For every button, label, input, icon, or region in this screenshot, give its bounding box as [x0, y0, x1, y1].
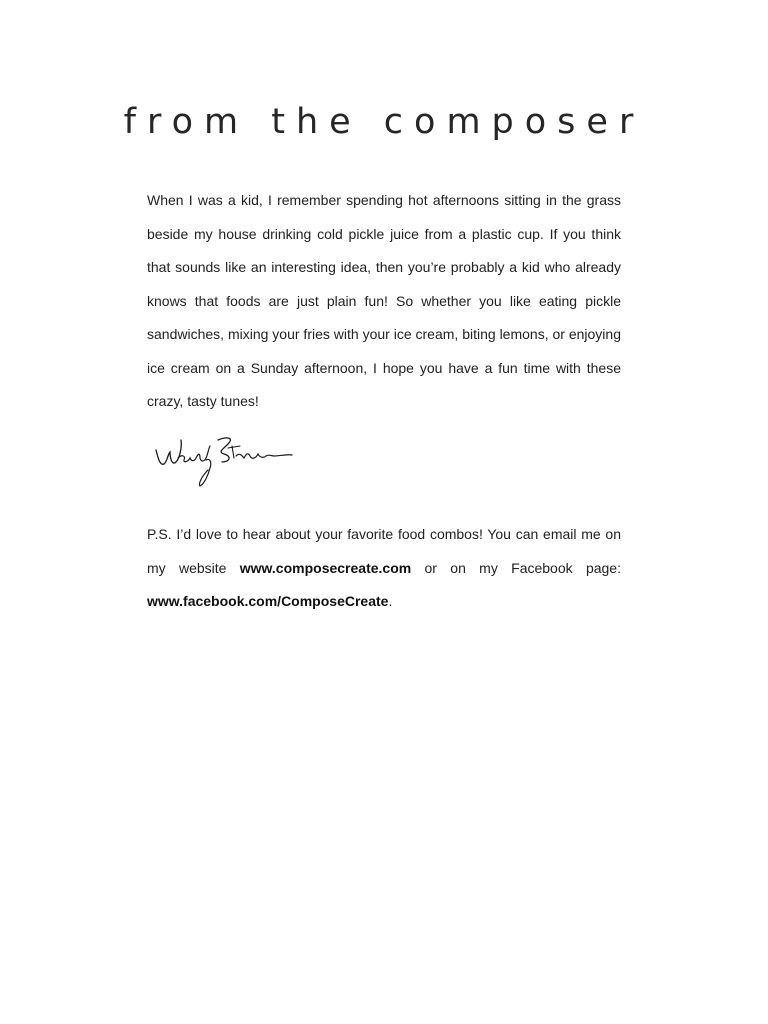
body-paragraph: When I was a kid, I remember spending hot afternoons sitting in the grass beside my house drinking cold pickle juice from a plastic cup. If you think that sounds like an interesting idea, then you’re probably a kid who already knows that foods are just plain fun! So whether you like eating pickle sandwiches, mixing your fries with your ice cream, biting lemons, or enjoying ice cream on a Sunday afternoon, I hope you have a fun time with these crazy, tasty tunes! — [147, 192, 621, 409]
website-link[interactable]: www.composecreate.com — [239, 559, 412, 576]
facebook-link[interactable]: www.facebook.com/ComposeCreate — [147, 593, 389, 609]
ps-paragraph — [147, 518, 621, 619]
ps-text-after: . — [388, 593, 393, 609]
signature-image — [148, 428, 298, 494]
ps-text-between: or on my Facebook page: — [411, 559, 621, 576]
ps-text-before-website: P.S. I’d love to hear about your favorite food combos! You can email me on my website — [147, 526, 621, 576]
page-title: from the composer — [123, 102, 645, 142]
